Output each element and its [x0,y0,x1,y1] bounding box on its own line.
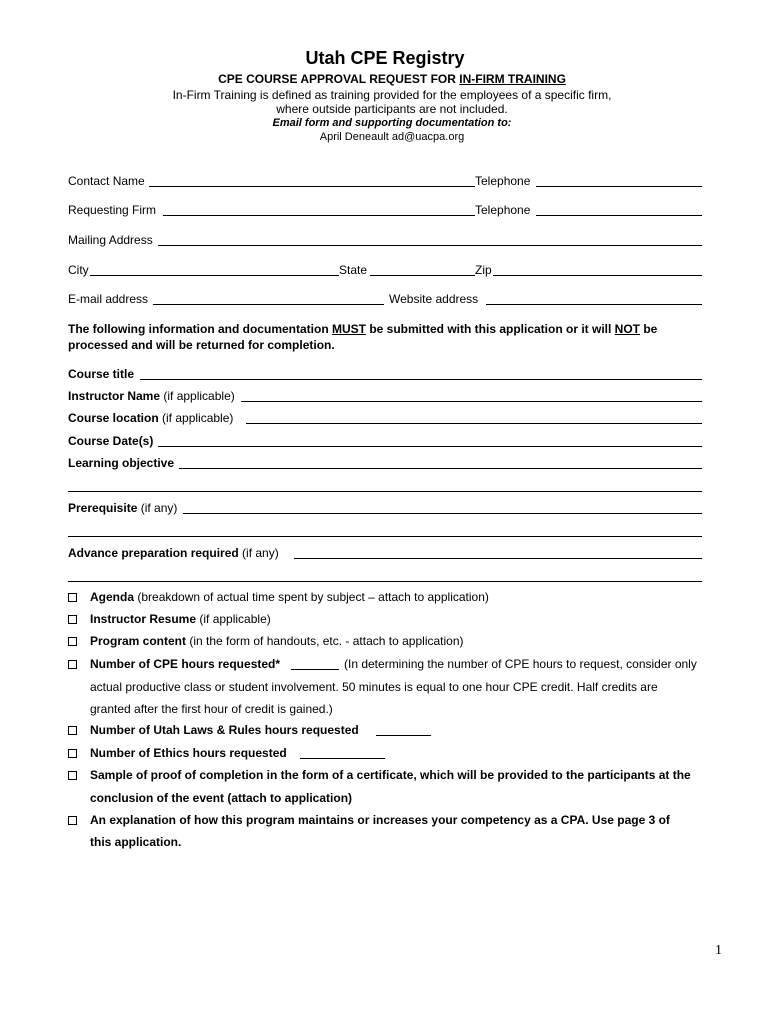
page-number: 1 [715,943,722,958]
advance-prep-field-2[interactable] [68,581,702,582]
requirements-notice [68,321,718,353]
explanation-checkbox[interactable] [68,816,77,825]
advance-prep-label [68,545,279,561]
mailing-address-field[interactable] [158,245,702,246]
agenda-checkbox[interactable] [68,593,77,602]
definition-line-1: In-Firm Training is defined as training provided for the employees of a specific firm, [172,88,612,102]
cpe-hours-text: Number of CPE hours requested* [90,657,281,671]
explanation-line-2: this application. [90,835,182,849]
notice-must: MUST [331,322,366,336]
city-field[interactable] [90,275,339,276]
mailing-address-label: Mailing Address [68,233,153,247]
telephone-field[interactable] [536,186,702,187]
location-note: (if applicable) [158,411,234,425]
prerequisite-label [68,500,177,516]
notice-text-2: be submitted with this application or it will [365,322,615,336]
definition-line-2: where outside participants are not included. [276,102,508,116]
subtitle-underlined: IN-FIRM TRAINING [459,72,566,86]
agenda-note: (breakdown of actual time spent by subject – attach to application) [134,590,489,604]
email-instruction: Email form and supporting documentation to: [272,117,512,129]
resume-checkbox[interactable] [68,615,77,624]
proof-line-2: conclusion of the event (attach to application) [90,791,353,805]
resume-note: (if applicable) [196,612,271,626]
notice-not: NOT [614,322,641,336]
cpe-hours-checkbox[interactable] [68,660,77,669]
prerequisite-note: (if any) [137,501,178,515]
requesting-firm-field[interactable] [163,215,475,216]
proof-line-1: Sample of proof of completion in the form of a certificate, which will be provided to the participants at the [90,768,691,782]
state-label: State [339,263,368,277]
telephone-field-2[interactable] [536,215,702,216]
course-location-text: Course location [68,411,159,425]
contact-email: April Deneault ad@uacpa.org [319,131,465,143]
website-field[interactable] [486,304,702,305]
form-subtitle [0,72,770,86]
zip-label: Zip [475,263,492,277]
learning-objective-field-2[interactable] [68,491,702,492]
proof-checkbox[interactable] [68,771,77,780]
advance-prep-note: (if any) [238,546,279,560]
course-title-label: Course title [68,367,135,381]
email-field[interactable] [153,304,384,305]
prerequisite-field-2[interactable] [68,536,702,537]
instructor-name-text: Instructor Name [68,389,161,403]
utah-laws-field[interactable] [376,735,431,736]
cpe-hours-field[interactable] [291,669,339,670]
advance-prep-field[interactable] [294,558,702,559]
notice-text-1: The following information and documentation [68,322,332,336]
email-label: E-mail address [68,292,149,306]
ethics-checkbox[interactable] [68,749,77,758]
state-field[interactable] [370,275,475,276]
contact-name-label: Contact Name [68,174,145,188]
telephone-label-2: Telephone [475,203,531,217]
program-item [90,633,464,649]
page-title: Utah CPE Registry [305,48,465,68]
prerequisite-field[interactable] [183,513,702,514]
agenda-item [90,589,489,605]
ethics-text: Number of Ethics hours requested [90,746,287,760]
zip-field[interactable] [493,275,702,276]
learning-objective-label: Learning objective [68,456,175,470]
cpe-note-line-2: actual productive class or student involvement. 50 minutes is equal to one hour CPE credit. Half credits are [90,680,658,694]
course-title-field[interactable] [140,379,702,380]
explanation-line-1: An explanation of how this program maintains or increases your competency as a CPA. Use page 3 of [90,813,670,827]
advance-prep-text: Advance preparation required [68,546,239,560]
notice-text-3: be processed and will be returned for completion. [68,322,658,352]
ethics-field[interactable] [300,758,385,759]
course-location-field[interactable] [246,423,702,424]
subtitle-prefix: CPE COURSE APPROVAL REQUEST FOR [218,72,460,86]
requesting-firm-label: Requesting Firm [68,203,157,217]
program-text: Program content [90,634,187,648]
prerequisite-text: Prerequisite [68,501,138,515]
cpe-note-line-3: granted after the first hour of credit is gained.) [90,702,333,716]
instructor-name-label [68,388,235,404]
learning-objective-field[interactable] [179,468,702,469]
instructor-note: (if applicable) [160,389,235,403]
cpe-hours-item [90,656,280,672]
resume-item [90,611,271,627]
resume-text: Instructor Resume [90,612,197,626]
contact-name-field[interactable] [149,186,475,187]
utah-laws-text: Number of Utah Laws & Rules hours requested [90,723,359,737]
course-dates-field[interactable] [158,446,702,447]
utah-laws-checkbox[interactable] [68,726,77,735]
city-label: City [68,263,89,277]
course-dates-label: Course Date(s) [68,434,154,448]
agenda-text: Agenda [90,590,135,604]
website-label: Website address [389,292,479,306]
cpe-note-line-1: (In determining the number of CPE hours to request, consider only [344,657,697,671]
program-checkbox[interactable] [68,637,77,646]
telephone-label: Telephone [475,174,531,188]
program-note: (in the form of handouts, etc. - attach to application) [186,634,464,648]
instructor-name-field[interactable] [241,401,702,402]
course-location-label [68,410,233,426]
